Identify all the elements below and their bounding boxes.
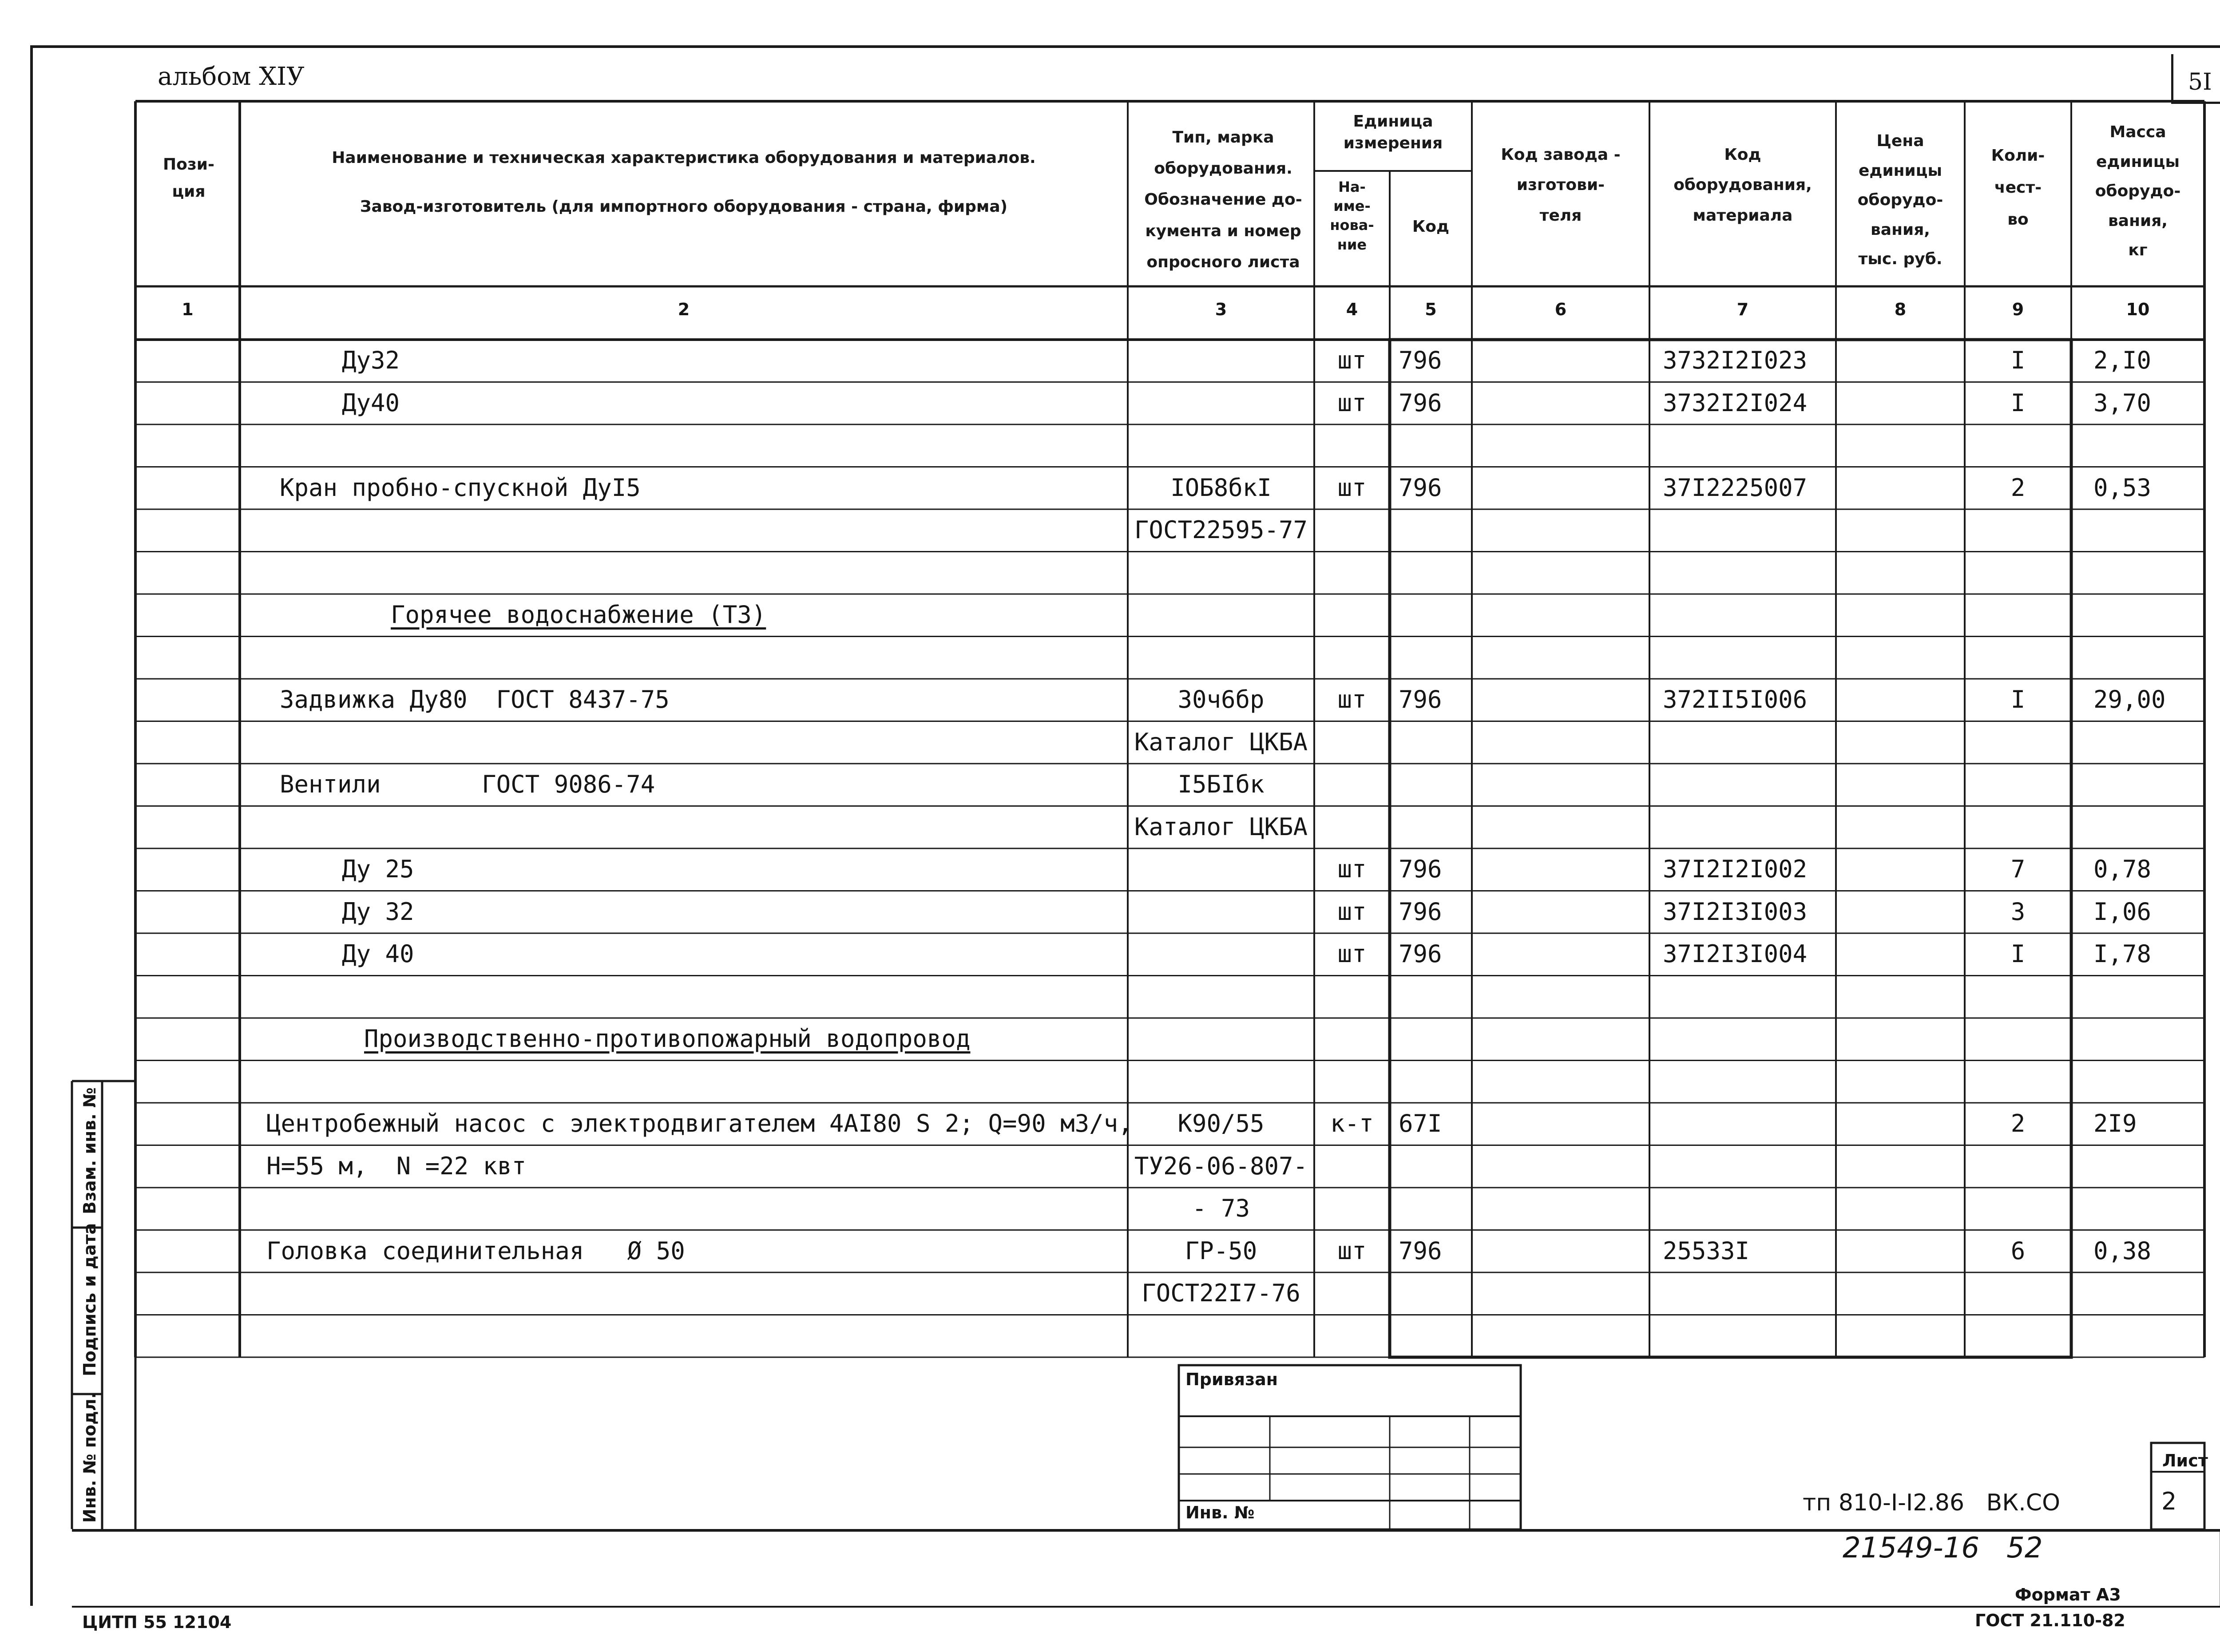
row-unit: к-т bbox=[1330, 1109, 1374, 1137]
stamp-inv-no: Инв. № bbox=[1185, 1503, 1255, 1522]
row-unit: шт bbox=[1337, 346, 1367, 374]
row-unit-code: 796 bbox=[1399, 940, 1442, 968]
row-unit: шт bbox=[1337, 897, 1367, 926]
header-name-line1: Наименование и техническая характеристика оборудования и материалов. bbox=[332, 149, 1036, 167]
row-mass: 29,00 bbox=[2093, 685, 2166, 713]
handwritten-number: 21549-16 52 bbox=[1843, 1532, 2043, 1565]
row-unit: шт bbox=[1337, 940, 1367, 968]
header-mass: Масса единицы оборудо- вания, кг bbox=[2095, 123, 2181, 260]
row-material-code: 3732I2I023 bbox=[1663, 346, 1808, 374]
row-type: К90/55 bbox=[1177, 1109, 1265, 1137]
row-mass: 0,38 bbox=[2093, 1236, 2152, 1265]
row-quantity: 2 bbox=[2010, 473, 2026, 502]
page-number: 5I bbox=[2188, 69, 2212, 95]
row-type: ГОСТ22595-77 bbox=[1134, 516, 1308, 544]
row-mass: 0,53 bbox=[2093, 473, 2152, 502]
header-factory-code: Код завода - изготови- теля bbox=[1501, 146, 1621, 225]
row-mass: I,78 bbox=[2093, 940, 2152, 968]
side-label-signature-date: Подпись и дата bbox=[80, 1223, 99, 1376]
row-type: Каталог ЦКБА bbox=[1134, 728, 1308, 756]
row-quantity: I bbox=[2010, 346, 2026, 374]
row-unit-code: 796 bbox=[1399, 346, 1442, 374]
header-price: Цена единицы оборудо- вания, тыс. руб. bbox=[1857, 132, 1943, 269]
row-name: Ду32 bbox=[342, 346, 400, 374]
row-type: IОБ8бкI bbox=[1170, 473, 1272, 502]
column-number: 4 bbox=[1346, 300, 1358, 319]
row-name: Задвижка Ду80 ГОСТ 8437-75 bbox=[280, 685, 670, 713]
row-type: Каталог ЦКБА bbox=[1134, 812, 1308, 841]
header-position: Пози- ция bbox=[163, 155, 214, 201]
row-material-code: 3732I2I024 bbox=[1663, 388, 1808, 417]
row-type: 30ч6бр bbox=[1177, 685, 1265, 713]
row-material-code: 37I2I3I004 bbox=[1663, 940, 1808, 968]
row-quantity: I bbox=[2010, 685, 2026, 713]
column-number: 9 bbox=[2012, 300, 2024, 319]
row-material-code: 37I2I3I003 bbox=[1663, 897, 1808, 926]
row-name: Центробежный насос с электродвигателем 4АI80 S 2; Q=90 м3/ч, bbox=[266, 1109, 1133, 1137]
row-unit-code: 796 bbox=[1399, 897, 1442, 926]
column-number: 8 bbox=[1894, 300, 1907, 319]
column-number: 2 bbox=[678, 300, 690, 319]
header-unit-name: На- име- нова- ние bbox=[1330, 178, 1374, 253]
album-label: альбом XIУ bbox=[158, 62, 305, 91]
header-unit: Единица измерения bbox=[1343, 112, 1443, 152]
footer-format: Формат А3 bbox=[2015, 1585, 2121, 1604]
column-number: 5 bbox=[1425, 300, 1437, 319]
column-number: 3 bbox=[1215, 300, 1227, 319]
row-unit: шт bbox=[1337, 855, 1367, 883]
row-name: Головка соединительная Ø 50 bbox=[266, 1236, 685, 1265]
row-quantity: I bbox=[2010, 940, 2026, 968]
row-quantity: 3 bbox=[2010, 897, 2026, 926]
row-material-code: 37I2I2I002 bbox=[1663, 855, 1808, 883]
row-mass: 2,I0 bbox=[2093, 346, 2152, 374]
stamp-list-value: 2 bbox=[2161, 1487, 2177, 1515]
row-quantity: 6 bbox=[2010, 1236, 2026, 1265]
side-label-original-inv: Инв. № подл. bbox=[80, 1392, 99, 1523]
row-type: I5БIбк bbox=[1177, 770, 1265, 798]
row-unit: шт bbox=[1337, 388, 1367, 417]
row-type: ТУ26-06-807- bbox=[1134, 1152, 1308, 1180]
footer-gost: ГОСТ 21.110-82 bbox=[1975, 1611, 2125, 1630]
row-unit: шт bbox=[1337, 1236, 1367, 1265]
side-label-replace-inv: Взам. инв. № bbox=[80, 1087, 99, 1214]
column-number: 6 bbox=[1554, 300, 1567, 319]
header-quantity: Коли- чест- во bbox=[1991, 147, 2045, 229]
row-unit: шт bbox=[1337, 473, 1367, 502]
row-material-code: 372II5I006 bbox=[1663, 685, 1808, 713]
row-mass: 3,70 bbox=[2093, 388, 2152, 417]
row-name: Кран пробно-спускной ДуI5 bbox=[280, 473, 641, 502]
row-mass: I,06 bbox=[2093, 897, 2152, 926]
row-unit-code: 67I bbox=[1399, 1109, 1442, 1137]
row-type: ГОСТ22I7-76 bbox=[1142, 1279, 1300, 1307]
row-name: Ду 32 bbox=[342, 897, 414, 926]
row-type: ГР-50 bbox=[1185, 1236, 1257, 1265]
row-type: - 73 bbox=[1192, 1194, 1250, 1222]
row-name: Горячее водоснабжение (Т3) bbox=[391, 601, 766, 629]
stamp-privyazan: Привязан bbox=[1185, 1370, 1278, 1389]
row-material-code: 25533I bbox=[1663, 1236, 1750, 1265]
row-unit-code: 796 bbox=[1399, 473, 1442, 502]
row-name: Ду 40 bbox=[342, 940, 414, 968]
row-unit-code: 796 bbox=[1399, 388, 1442, 417]
column-number: 1 bbox=[182, 300, 194, 319]
row-unit-code: 796 bbox=[1399, 1236, 1442, 1265]
row-mass: 0,78 bbox=[2093, 855, 2152, 883]
row-unit-code: 796 bbox=[1399, 855, 1442, 883]
header-name-line2: Завод-изготовитель (для импортного оборудования - страна, фирма) bbox=[360, 198, 1008, 216]
stamp-list-label: Лист bbox=[2162, 1451, 2208, 1470]
row-quantity: 2 bbox=[2010, 1109, 2026, 1137]
row-unit-code: 796 bbox=[1399, 685, 1442, 713]
row-name: Вентили ГОСТ 9086-74 bbox=[280, 770, 655, 798]
column-number: 10 bbox=[2126, 300, 2150, 319]
footer-left-code: ЦИТП 55 12104 bbox=[82, 1612, 232, 1632]
row-material-code: 37I2225007 bbox=[1663, 473, 1808, 502]
row-mass: 2I9 bbox=[2093, 1109, 2137, 1137]
header-type: Тип, марка оборудования. Обозначение до- кумента и номер опросного листа bbox=[1144, 128, 1302, 271]
row-quantity: 7 bbox=[2010, 855, 2026, 883]
column-number: 7 bbox=[1736, 300, 1749, 319]
header-unit-code: Код bbox=[1412, 218, 1450, 236]
row-name: Ду 25 bbox=[342, 855, 414, 883]
row-name: Ду40 bbox=[342, 388, 400, 417]
header-material-code: Код оборудования, материала bbox=[1673, 146, 1812, 225]
row-unit: шт bbox=[1337, 685, 1367, 713]
stamp-doc-code: тп 810-I-I2.86 ВК.СО bbox=[1803, 1490, 2060, 1516]
row-name: Производственно-противопожарный водопровод bbox=[364, 1025, 971, 1053]
row-quantity: I bbox=[2010, 388, 2026, 417]
row-name: Н=55 м, N =22 квт bbox=[266, 1152, 527, 1180]
